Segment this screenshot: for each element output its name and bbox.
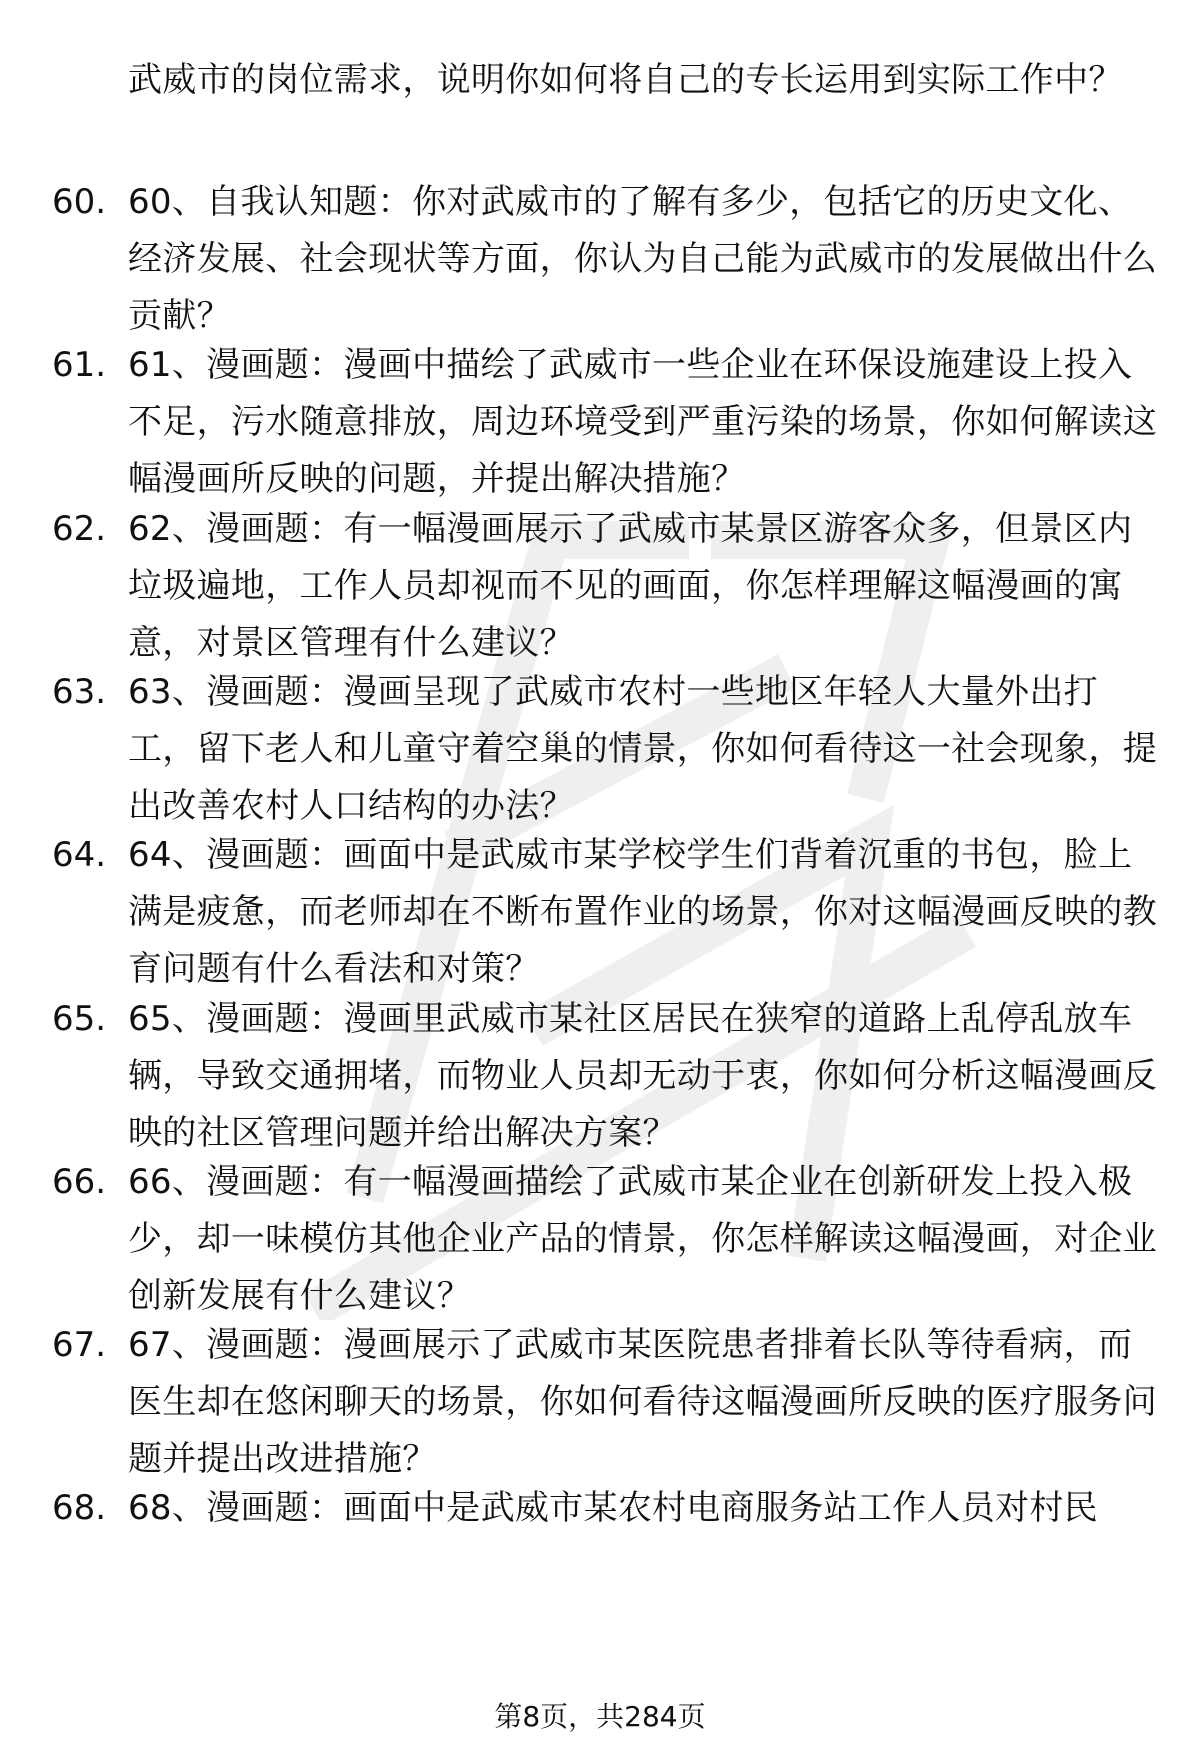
list-item-number: 61. xyxy=(52,345,107,385)
list-item-number: 68. xyxy=(52,1488,107,1528)
list-item-number: 67. xyxy=(52,1325,107,1365)
list-item-text: 64、漫画题：画面中是武威市某学校学生们背着沉重的书包，脸上满是疲惫，而老师却在不断布置作业的场景，你对这幅漫画反映的教育问题有什么看法和对策？ xyxy=(128,835,1157,989)
list-item-text: 61、漫画题：漫画中描绘了武威市一些企业在环保设施建设上投入不足，污水随意排放，周边环境受到严重污染的场景，你如何解读这幅漫画所反映的问题，并提出解决措施？ xyxy=(128,345,1157,499)
list-item-text: 60、自我认知题：你对武威市的了解有多少，包括它的历史文化、经济发展、社会现状等方面，你认为自己能为武威市的发展做出什么贡献？ xyxy=(128,182,1157,336)
list-item-number: 63. xyxy=(52,672,107,712)
list-item-text: 68、漫画题：画面中是武威市某农村电商服务站工作人员对村民 xyxy=(128,1488,1098,1528)
list-item-text: 63、漫画题：漫画呈现了武威市农村一些地区年轻人大量外出打工，留下老人和儿童守着空巢的情景，你如何看待这一社会现象，提出改善农村人口结构的办法？ xyxy=(128,672,1157,826)
list-item-text: 62、漫画题：有一幅漫画展示了武威市某景区游客众多，但景区内垃圾遍地，工作人员却视而不见的画面，你怎样理解这幅漫画的寓意，对景区管理有什么建议？ xyxy=(128,509,1133,663)
list-item-text: 65、漫画题：漫画里武威市某社区居民在狭窄的道路上乱停乱放车辆，导致交通拥堵，而物业人员却无动于衷，你如何分析这幅漫画反映的社区管理问题并给出解决方案？ xyxy=(128,999,1157,1153)
list-item-number: 60. xyxy=(52,182,107,222)
list-item-number: 62. xyxy=(52,509,107,549)
list-item-number: 66. xyxy=(52,1162,107,1202)
list-item-number: 64. xyxy=(52,835,107,875)
list-item-text: 66、漫画题：有一幅漫画描绘了武威市某企业在创新研发上投入极少，却一味模仿其他企业产品的情景，你怎样解读这幅漫画，对企业创新发展有什么建议？ xyxy=(128,1162,1157,1316)
list-item-text: 67、漫画题：漫画展示了武威市某医院患者排着长队等待看病，而医生却在悠闲聊天的场景，你如何看待这幅漫画所反映的医疗服务问题并提出改进措施？ xyxy=(128,1325,1157,1479)
list-item-number: 65. xyxy=(52,999,107,1039)
page-footer: 第8页，共284页 xyxy=(494,1700,706,1733)
intro-continuation-text: 武威市的岗位需求，说明你如何将自己的专长运用到实际工作中？ xyxy=(128,60,1123,100)
